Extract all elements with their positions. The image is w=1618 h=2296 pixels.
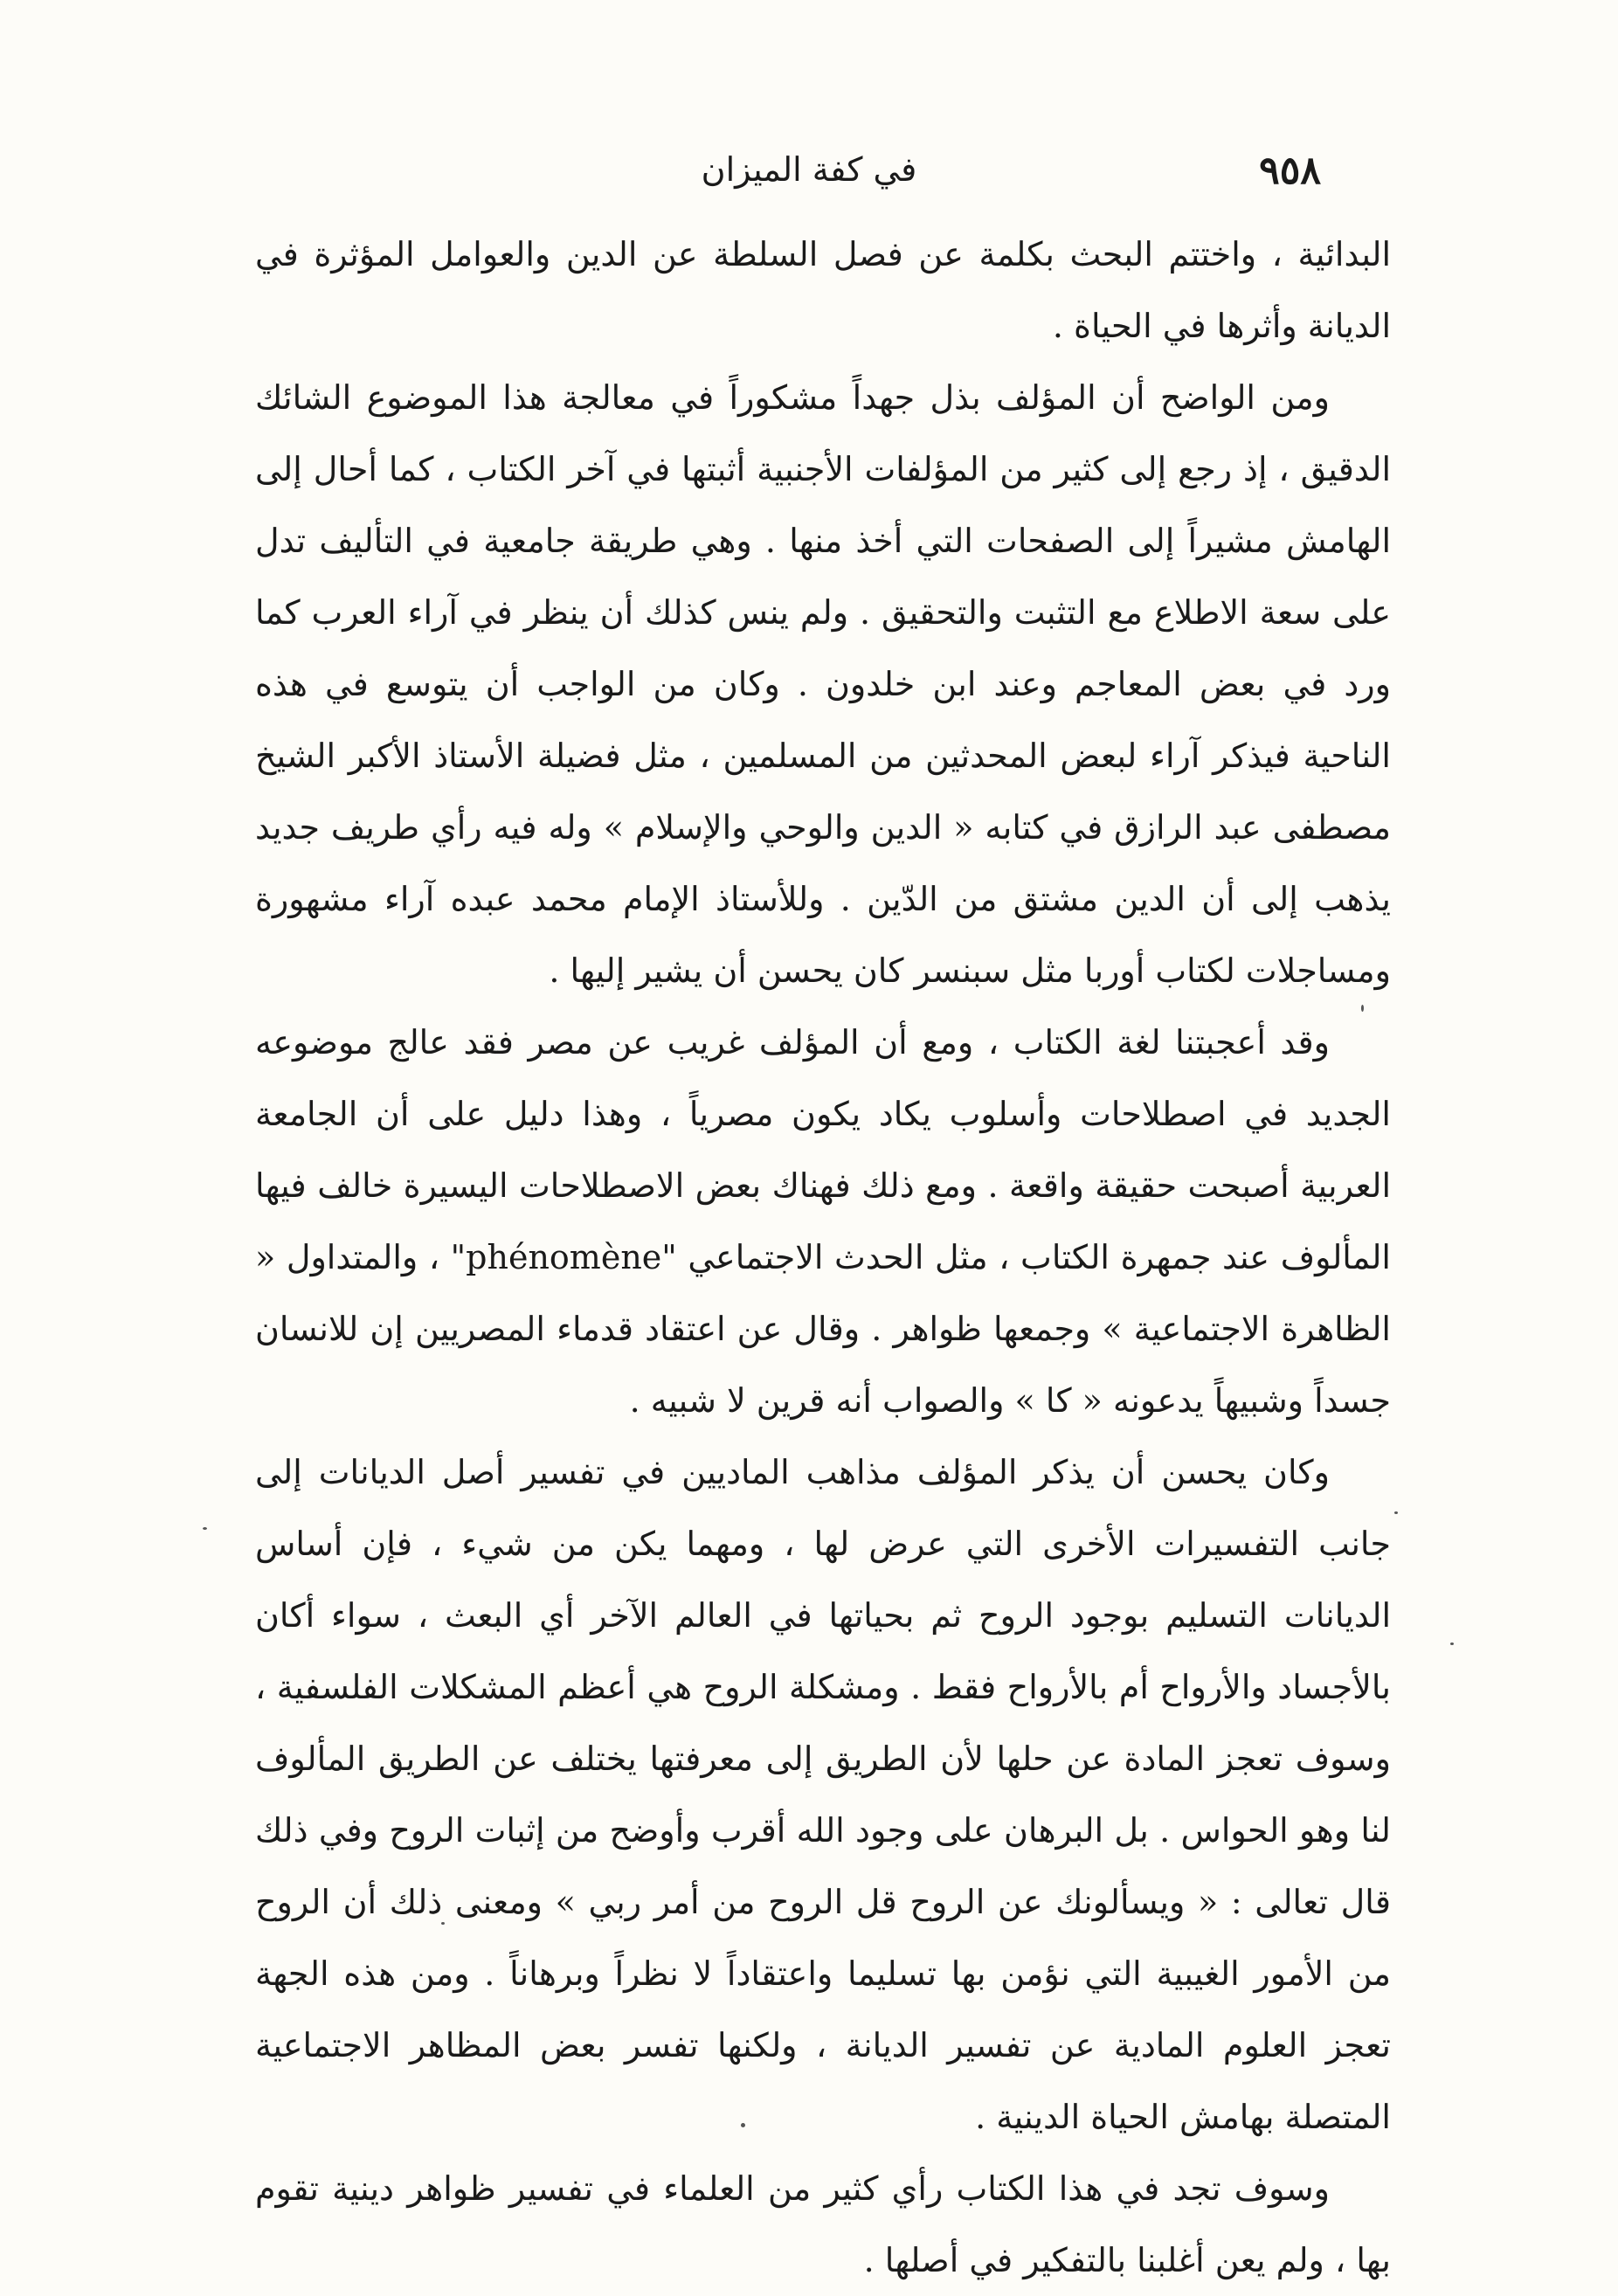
scan-speck	[1361, 1005, 1364, 1012]
scan-speck	[741, 2123, 745, 2127]
paragraph: وقد أعجبتنا لغة الكتاب ، ومع أن المؤلف غريب عن مصر فقد عالج موضوعه الجديد في اصطلاحات وأسلوب يكاد يكون مصرياً ، وهذا دليل على أن الجامعة العربية أصبحت حقيقة واقعة . ومع ذلك فهناك بعض الاصطلاحات اليسيرة خالف فيها المألوف عند جمهرة الكتاب ، مثل الحدث الاجتماعي "phénomène" ، والمتداول « الظاهرة الاجتماعية » وجمعها ظواهر . وقال عن اعتقاد قدماء المصريين إن للانسان جسداً وشبيهاً يدعونه « كا » والصواب أنه قرين لا شبيه .	[255, 1023, 1391, 1420]
scan-speck	[1394, 1511, 1398, 1514]
page-header	[262, 131, 1356, 201]
scan-speck	[441, 1922, 445, 1925]
paragraph: وكان يحسن أن يذكر المؤلف مذاهب الماديين في تفسير أصل الديانات إلى جانب التفسيرات الأخرى التي عرض لها ، ومهما يكن من شيء ، فإن أساس الديانات التسليم بوجود الروح ثم بحياتها في العالم الآخر أي البعث ، سواء أكان بالأجساد والأرواح أم بالأرواح فقط . ومشكلة الروح هي أعظم المشكلات الفلسفية ، وسوف تعجز المادة عن حلها لأن الطريق إلى معرفتها يختلف عن الطريق المألوف لنا وهو الحواس . بل البرهان على وجود الله أقرب وأوضح من إثبات الروح وفي ذلك قال تعالى : « ويسألونك عن الروح قل الروح من أمر ربي » ومعنى ذلك أن الروح من الأمور الغيبية التي نؤمن بها تسليما واعتقاداً لا نظراً وبرهاناً . ومن هذه الجهة تعجز العلوم المادية عن تفسير الديانة ، ولكنها تفسر بعض المظاهر الاجتماعية المتصلة بهامش الحياة الدينية .	[255, 1453, 1391, 2136]
page-number: ٩٥٨	[1259, 149, 1321, 193]
paragraph: ومن الواضح أن المؤلف بذل جهداً مشكوراً في معالجة هذا الموضوع الشائك الدقيق ، إذ رجع إلى كثير من المؤلفات الأجنبية أثبتها في آخر الكتاب ، كما أحال إلى الهامش مشيراً إلى الصفحات التي أخذ منها . وهي طريقة جامعية في التأليف تدل على سعة الاطلاع مع التثبت والتحقيق . ولم ينس كذلك أن ينظر في آراء العرب كما ورد في بعض المعاجم وعند ابن خلدون . وكان من الواجب أن يتوسع في هذه الناحية فيذكر آراء لبعض المحدثين من المسلمين ، مثل فضيلة الأستاذ الأكبر الشيخ مصطفى عبد الرازق في كتابه « الدين والوحي والإسلام » وله فيه رأي طريف جديد يذهب إلى أن الدين مشتق من الدّين . وللأستاذ الإمام محمد عبده آراء مشهورة ومساجلات لكتاب أوربا مثل سبنسر كان يحسن أن يشير إليها .	[255, 378, 1391, 990]
body-text	[255, 218, 1391, 2296]
paragraph: وسوف تجد في هذا الكتاب رأي كثير من العلماء في تفسير ظواهر دينية تقوم بها ، ولم يعن أغلبنا بالتفكير في أصلها .	[255, 2169, 1391, 2279]
paragraph: البدائية ، واختتم البحث بكلمة عن فصل السلطة عن الدين والعوامل المؤثرة في الديانة وأثرها في الحياة .	[255, 235, 1391, 345]
running-title: في كفة الميزان	[701, 150, 917, 189]
scan-speck	[1450, 1642, 1454, 1645]
scan-speck	[203, 1527, 207, 1530]
